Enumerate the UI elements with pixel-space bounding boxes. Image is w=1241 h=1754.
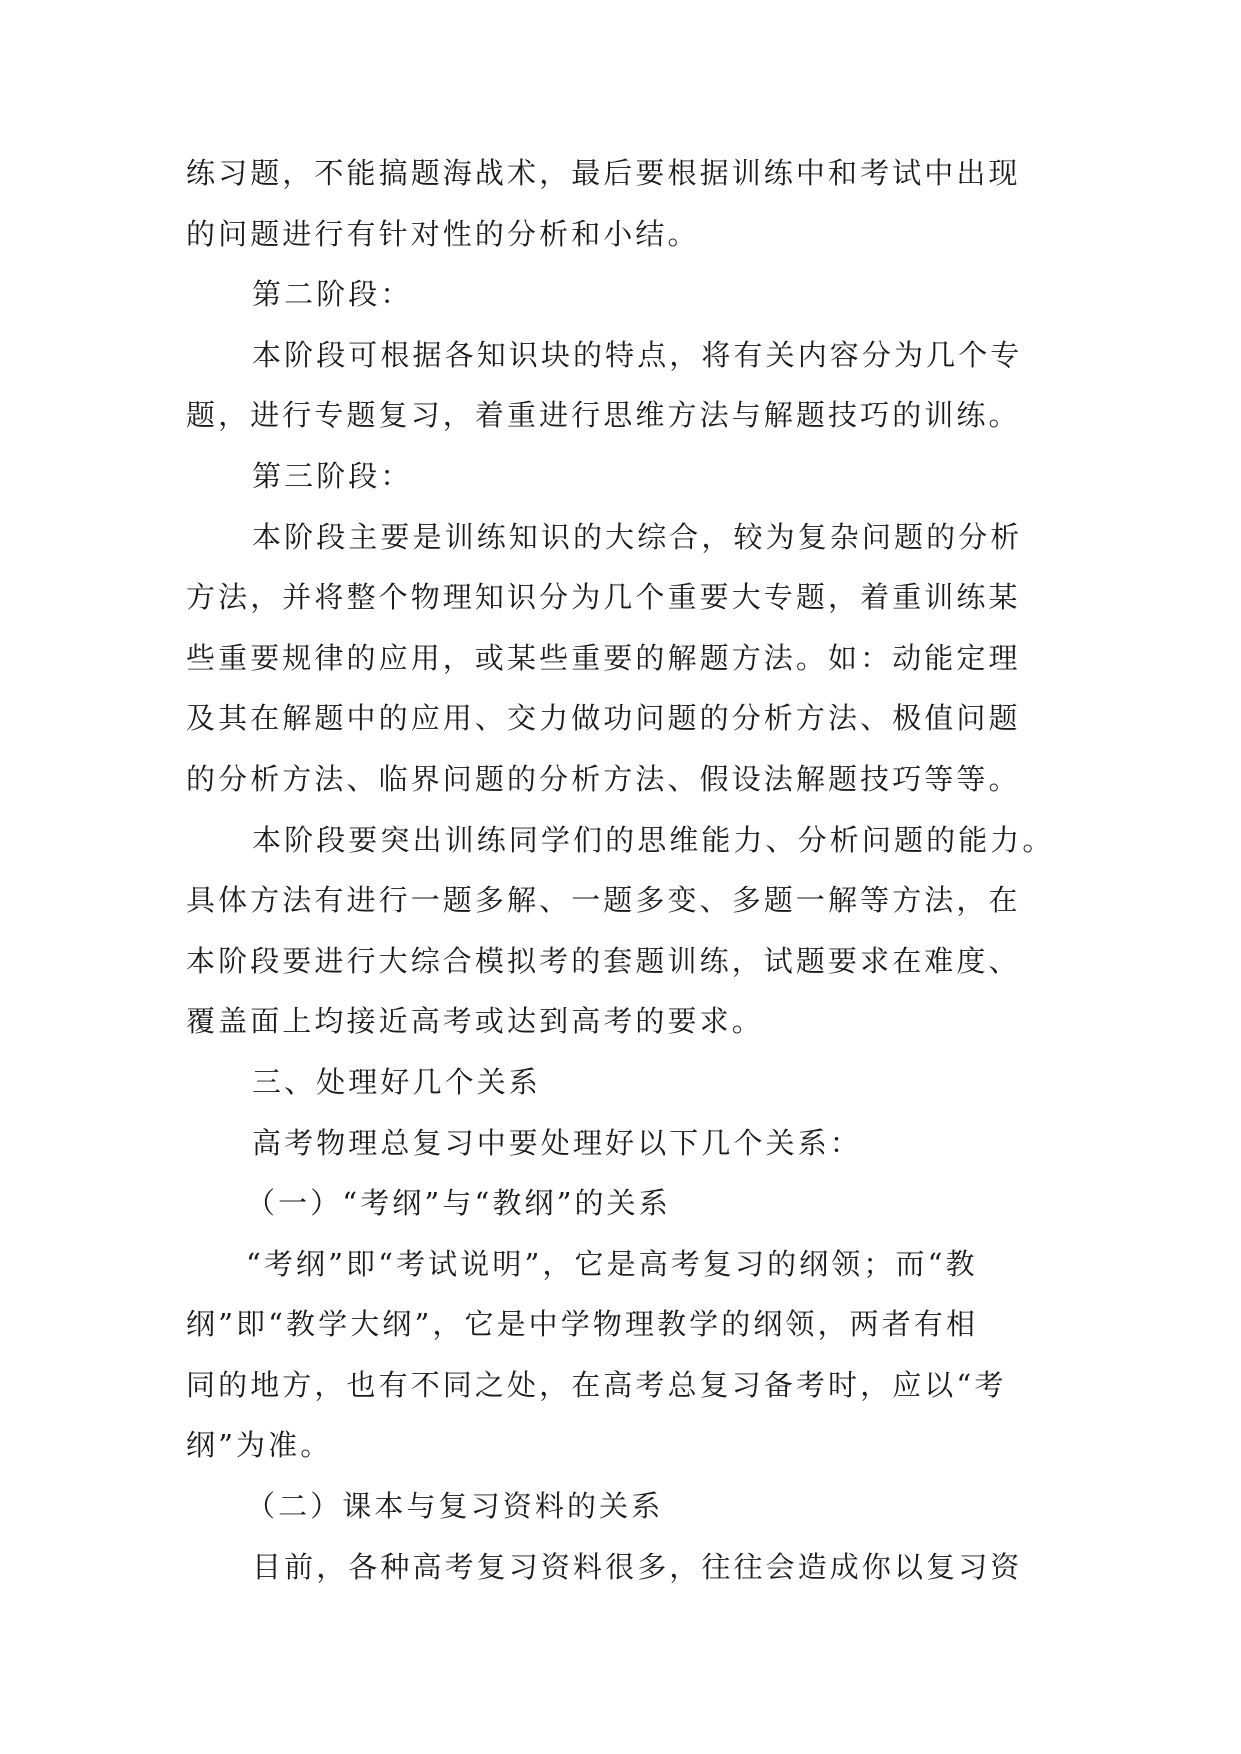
text-line: 覆盖面上均接近高考或达到高考的要求。 [186, 1004, 764, 1039]
text-line: 本阶段要进行大综合模拟考的套题训练，试题要求在难度、 [186, 943, 1021, 978]
text-line: 的问题进行有针对性的分析和小结。 [186, 216, 700, 251]
subsection-heading-1: （一）“考纲”与“教纲”的关系 [246, 1186, 671, 1221]
section-heading-stage-2: 第二阶段： [252, 277, 413, 312]
section-heading-stage-3: 第三阶段： [252, 458, 413, 493]
text-line: 题，进行专题复习，着重进行思维方法与解题技巧的训练。 [186, 398, 1021, 433]
text-line: 目前，各种高考复习资料很多，往往会造成你以复习资 [252, 1549, 1023, 1584]
text-line: 具体方法有进行一题多解、一题多变、多题一解等方法，在 [186, 883, 1021, 918]
subsection-heading-2: （二）课本与复习资料的关系 [246, 1489, 664, 1524]
text-line: 纲”即“教学大纲”，它是中学物理教学的纲领，两者有相 [186, 1307, 979, 1342]
text-line: 的分析方法、临界问题的分析方法、假设法解题技巧等等。 [186, 761, 1021, 796]
text-line: 高考物理总复习中要处理好以下几个关系： [252, 1125, 862, 1160]
text-line: 方法，并将整个物理知识分为几个重要大专题，着重训练某 [186, 580, 1021, 615]
text-line: 同的地方，也有不同之处，在高考总复习备考时，应以“考 [186, 1367, 1007, 1402]
document-body [186, 158, 1058, 1612]
text-line: 及其在解题中的应用、交力做功问题的分析方法、极值问题 [186, 701, 1021, 736]
text-line: 练习题，不能搞题海战术，最后要根据训练中和考试中出现 [186, 156, 1021, 190]
section-heading-relations: 三、处理好几个关系 [252, 1064, 541, 1099]
text-line: 本阶段可根据各知识块的特点，将有关内容分为几个专 [252, 337, 1023, 372]
text-line: 本阶段要突出训练同学们的思维能力、分析问题的能力。 [252, 822, 1055, 857]
text-line: 本阶段主要是训练知识的大综合，较为复杂问题的分析 [252, 519, 1023, 554]
text-line: 些重要规律的应用，或某些重要的解题方法。如：动能定理 [186, 640, 1021, 675]
text-line: “考纲”即“考试说明”，它是高考复习的纲领；而“教 [246, 1246, 978, 1281]
text-line: 纲”为准。 [186, 1428, 333, 1463]
